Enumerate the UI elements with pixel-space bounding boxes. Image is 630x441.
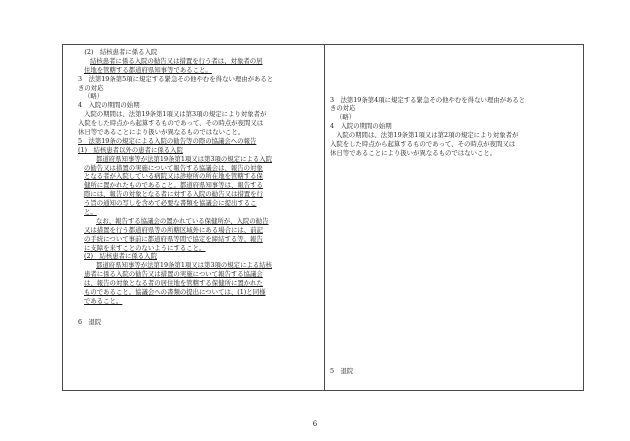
left-text-line: 結核患者に係る入院の勧告又は措置を行う者は、対象者の居 bbox=[90, 56, 263, 65]
left-text-line: 入院の期間は、法第19条第1項又は第3項の規定により対象者が bbox=[84, 110, 267, 119]
right-text-line: （略） bbox=[336, 113, 356, 122]
right-text-line bbox=[330, 60, 580, 69]
right-text-line bbox=[330, 69, 580, 78]
right-text-line: きの対応 bbox=[330, 104, 356, 113]
left-text-line: と。 bbox=[84, 208, 97, 217]
left-text-line: 5 法第19条の規定による入院の勧告等の際の協議会への報告 bbox=[78, 136, 257, 145]
left-text-line bbox=[78, 306, 318, 318]
left-text-line: の勧告又は措置の実施について報告する協議会は、報告の対象 bbox=[84, 163, 263, 172]
left-text-line: なお、報告する協議会の置かれている保健所が、入院の勧告 bbox=[96, 216, 269, 225]
left-text-line: 休日等であることにより扱いが異なるものではないこと。 bbox=[78, 128, 245, 137]
right-text-line: 入院をした時点から起算するものであって、その時点が夜間又は bbox=[330, 140, 516, 149]
left-text-line: 都道府県知事等が法第19条第1項又は第3項の規定による入院 bbox=[96, 154, 273, 163]
left-text-line: ものであること。協議会への書類の提出については、(1)と同様 bbox=[84, 288, 266, 297]
left-text-line: 4 入院の期間の始期 bbox=[78, 101, 140, 110]
page-number: 6 bbox=[312, 420, 318, 428]
left-text-line: （略） bbox=[84, 92, 104, 101]
right-text-line: 4 入院の期間の始期 bbox=[330, 122, 392, 131]
right-text-line: 3 法第19条第4項に規定する緊急その他やむを得ない理由があると bbox=[330, 95, 526, 104]
right-text-line bbox=[330, 78, 580, 87]
left-text-line: きの対応 bbox=[78, 83, 104, 92]
left-text-line: (2) 結核患者に係る入院 bbox=[84, 252, 157, 261]
left-text-line: (1) 結核患者以外の患者に係る入院 bbox=[78, 145, 183, 154]
left-text-line: 患者に係る入院の勧告又は措置の実施について報告する協議会 bbox=[84, 270, 263, 279]
left-text-line: の手続について事前に都道府県等間で協定を締結する等、報告 bbox=[84, 234, 263, 243]
right-section-retirement bbox=[330, 367, 580, 376]
left-text-line: となる者が入院している病院又は診療所の所在地を管轄する保 bbox=[84, 172, 263, 181]
left-text-line: 6 退院 bbox=[78, 317, 102, 326]
left-column bbox=[78, 48, 318, 327]
left-text-line: 都道府県知事等が法第19条第1項又は第3項の規定による結核 bbox=[96, 261, 273, 270]
left-text-line: であること。 bbox=[84, 296, 123, 305]
left-text-line: う旨の通知の写しを含めて必要な書類を協議会に提出するこ bbox=[84, 199, 257, 208]
right-text-line bbox=[330, 48, 580, 60]
left-text-line: 住地を管轄する都道府県知事等であること。 bbox=[84, 65, 212, 74]
right-heading-discharge: 5 退院 bbox=[330, 367, 354, 375]
left-text-line: 又は措置を行う都道府県等の所轄区域外にある場合には、前記 bbox=[84, 225, 263, 234]
right-text-line: 休日等であることにより扱いが異なるものではないこと。 bbox=[330, 148, 497, 157]
left-text-line: (2) 結核患者に係る入院 bbox=[78, 48, 158, 56]
right-column bbox=[330, 48, 580, 158]
left-text-line: 健所に置かれたものであること。都道府県知事等は、報告する bbox=[84, 181, 263, 190]
left-text-line: 3 法第19条第5項に規定する緊急その他やむを得ない理由があると bbox=[78, 74, 274, 83]
left-text-line: は、報告の対象となる者の居住地を管轄する保健所に置かれた bbox=[84, 279, 263, 288]
right-text-line: 入院の期間は、法第19条第1項又は第2項の規定により対象者が bbox=[336, 131, 519, 140]
left-text-line: 際には、報告の対象となる者に対する入院の勧告又は措置を行 bbox=[84, 190, 263, 199]
left-text-line: 入院をした時点から起算するものであって、その時点が夜間又は bbox=[78, 119, 264, 128]
left-text-line: に支障を来すことのないようにすること。 bbox=[84, 243, 206, 252]
column-divider bbox=[324, 44, 325, 391]
right-text-line bbox=[330, 87, 580, 96]
